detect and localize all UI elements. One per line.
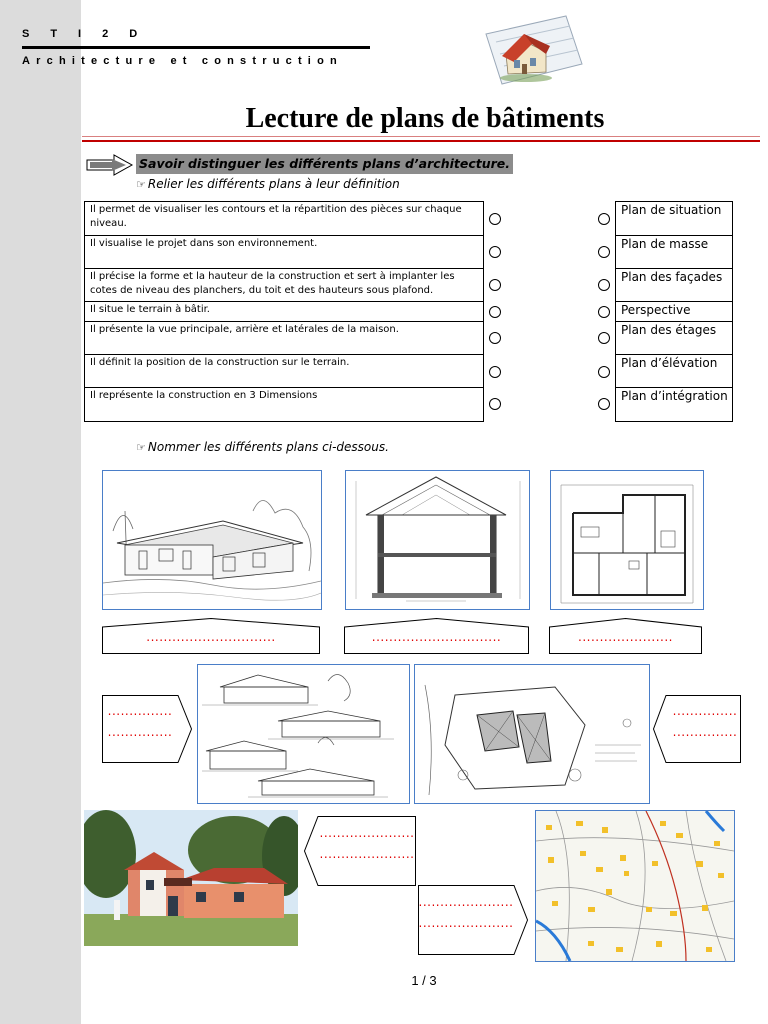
title-rule-thin — [82, 136, 760, 137]
answer-box-2[interactable] — [344, 618, 529, 654]
answer-box-7[interactable] — [418, 885, 528, 955]
header-rule — [22, 46, 370, 49]
link-dot-right[interactable] — [598, 398, 610, 410]
left-sidebar — [0, 0, 81, 1024]
link-dot-right[interactable] — [598, 279, 610, 291]
answer-blank: .............................. — [371, 630, 502, 644]
link-dot-right[interactable] — [598, 306, 610, 318]
definition-cell: Il précise la forme et la hauteur de la construction et sert à implanter les cotes de niveau des planchers, du toit et des hauteurs sous plafond. — [85, 269, 484, 302]
link-dot-left[interactable] — [489, 366, 501, 378]
answer-blank: ...................... — [418, 916, 514, 930]
link-dot-right[interactable] — [598, 246, 610, 258]
instruction-match — [136, 177, 400, 191]
answer-box-6[interactable] — [304, 816, 416, 886]
answer-box-3[interactable] — [549, 618, 702, 654]
answer-blank: ...................... — [578, 630, 673, 644]
link-dot-left[interactable] — [489, 306, 501, 318]
link-column — [484, 236, 616, 269]
plan-name-cell: Plan d’élévation — [616, 355, 733, 388]
arrow-right-icon — [86, 154, 134, 180]
link-dot-left[interactable] — [489, 213, 501, 225]
instruction-name-text: Nommer les différents plans ci-dessous. — [147, 440, 389, 454]
answer-blank: ...................... — [319, 847, 415, 861]
pointing-hand-icon: ☞ — [136, 178, 146, 191]
answer-blank: ...................... — [418, 895, 514, 909]
definition-cell: Il présente la vue principale, arrière et latérales de la maison. — [85, 322, 484, 355]
plan-name-cell: Plan de situation — [616, 202, 733, 236]
definition-cell: Il permet de visualiser les contours et la répartition des pièces sur chaque niveau. — [85, 202, 484, 236]
answer-blank: ............... — [107, 725, 173, 739]
link-dot-left[interactable] — [489, 398, 501, 410]
link-dot-left[interactable] — [489, 332, 501, 344]
header-sti2d: STI2D — [22, 28, 159, 40]
link-dot-right[interactable] — [598, 332, 610, 344]
answer-blank: ............... — [672, 725, 738, 739]
situation-map-image — [535, 810, 735, 962]
page-number: 1 / 3 — [411, 973, 437, 988]
answer-box-1[interactable] — [102, 618, 320, 654]
link-dot-right[interactable] — [598, 366, 610, 378]
perspective-sketch-image — [102, 470, 322, 610]
house-photo-image — [84, 810, 298, 946]
answer-blank: ............... — [672, 704, 738, 718]
definition-cell: Il situe le terrain à bâtir. — [85, 302, 484, 322]
link-column — [484, 269, 616, 302]
header-subtitle: Architecture et construction — [22, 55, 343, 67]
site-plan-image — [414, 664, 650, 804]
link-column — [484, 322, 616, 355]
section-view-image — [345, 470, 530, 610]
plan-name-cell: Plan des étages — [616, 322, 733, 355]
plan-name-cell: Plan d’intégration — [616, 388, 733, 422]
link-column — [484, 302, 616, 322]
instruction-name — [136, 440, 389, 454]
answer-blank: .............................. — [146, 630, 276, 644]
definition-cell: Il définit la position de la construction sur le terrain. — [85, 355, 484, 388]
link-column — [484, 355, 616, 388]
definition-cell: Il visualise le projet dans son environnement. — [85, 236, 484, 269]
house-blueprint-icon — [466, 14, 584, 92]
answer-box-4[interactable] — [102, 695, 192, 763]
floor-plan-image — [550, 470, 704, 610]
elevations-image — [197, 664, 410, 804]
link-dot-left[interactable] — [489, 279, 501, 291]
plan-name-cell: Plan des façades — [616, 269, 733, 302]
link-dot-left[interactable] — [489, 246, 501, 258]
link-dot-right[interactable] — [598, 213, 610, 225]
page-title: Lecture de plans de bâtiments — [245, 103, 605, 134]
instruction-match-text: Relier les différents plans à leur définition — [147, 177, 400, 191]
plan-name-cell: Plan de masse — [616, 236, 733, 269]
matching-table — [84, 201, 733, 422]
definition-cell: Il représente la construction en 3 Dimensions — [85, 388, 484, 422]
answer-box-5[interactable] — [653, 695, 741, 763]
section-heading: Savoir distinguer les différents plans d’architecture. — [136, 154, 513, 174]
answer-blank: ............... — [107, 704, 173, 718]
plan-name-cell: Perspective — [616, 302, 733, 322]
answer-blank: ...................... — [319, 826, 415, 840]
link-column — [484, 388, 616, 422]
link-column — [484, 202, 616, 236]
pointing-hand-icon: ☞ — [136, 441, 146, 454]
title-rule — [82, 140, 760, 142]
